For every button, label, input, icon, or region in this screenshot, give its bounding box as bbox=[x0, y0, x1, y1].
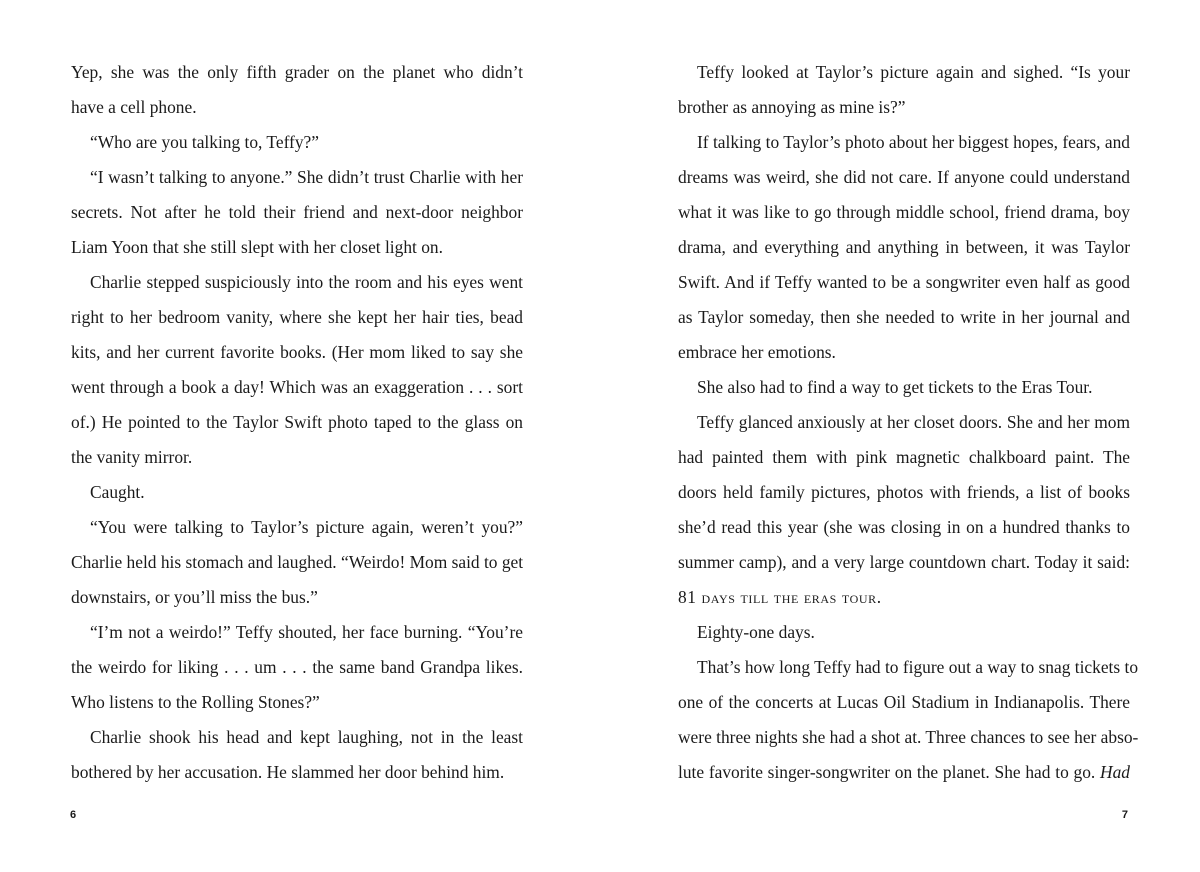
text-line: “I’m not a weirdo!” Teffy shouted, her face burning. “You’re bbox=[90, 622, 523, 642]
text-line: Eighty-one days. bbox=[697, 622, 815, 642]
text-line: the vanity mirror. bbox=[71, 447, 193, 467]
text-line: “Who are you talking to, Teffy?” bbox=[90, 132, 319, 152]
text-line: “I wasn’t talking to anyone.” She didn’t trust Charlie with her bbox=[90, 167, 523, 187]
text-line: embrace her emotions. bbox=[678, 342, 836, 362]
right-page bbox=[678, 55, 1139, 790]
text-line: Caught. bbox=[90, 482, 145, 502]
page-number-left: 6 bbox=[70, 809, 77, 821]
text-line: bothered by her accusation. He slammed her door behind him. bbox=[71, 762, 505, 782]
countdown-chart-text: 81 days till the eras tour. bbox=[678, 587, 882, 607]
text-line-with-emphasis bbox=[678, 755, 1130, 790]
text-line: Charlie held his stomach and laughed. “Weirdo! Mom said to get bbox=[71, 552, 524, 572]
text-line: she’d read this year (she was closing in on a hundred thanks to bbox=[678, 517, 1130, 537]
text-line: “You were talking to Taylor’s picture again, weren’t you?” bbox=[90, 517, 523, 537]
text-line: Teffy glanced anxiously at her closet doors. She and her mom bbox=[697, 412, 1130, 432]
text-line: as Taylor someday, then she needed to write in her journal and bbox=[678, 307, 1130, 327]
text-line: brother as annoying as mine is?” bbox=[678, 97, 906, 117]
text-line: of.) He pointed to the Taylor Swift photo taped to the glass on bbox=[71, 412, 523, 432]
text-line: Charlie stepped suspiciously into the room and his eyes went bbox=[90, 272, 523, 292]
text-line: She also had to find a way to get tickets to the Eras Tour. bbox=[697, 377, 1093, 397]
text-line: summer camp), and a very large countdown chart. Today it said: bbox=[678, 552, 1130, 572]
text-line: had painted them with pink magnetic chalkboard paint. The bbox=[678, 447, 1130, 467]
text-line: doors held family pictures, photos with friends, a list of books bbox=[678, 482, 1130, 502]
text-line: the weirdo for liking . . . um . . . the same band Grandpa likes. bbox=[71, 657, 523, 677]
text-line: what it was like to go through middle school, friend drama, boy bbox=[678, 202, 1130, 222]
text-line: kits, and her current favorite books. (Her mom liked to say she bbox=[71, 342, 523, 362]
text-line: dreams was weird, she did not care. If anyone could understand bbox=[678, 167, 1130, 187]
text-line: downstairs, or you’ll miss the bus.” bbox=[71, 587, 318, 607]
text-line: Teffy looked at Taylor’s picture again and sighed. “Is your bbox=[697, 62, 1130, 82]
text-line: went through a book a day! Which was an exaggeration . . . sort bbox=[71, 377, 523, 397]
text-line: have a cell phone. bbox=[71, 97, 197, 117]
text-line: drama, and everything and anything in between, it was Taylor bbox=[678, 237, 1130, 257]
text-segment: lute favorite singer-songwriter on the planet. She had to go. bbox=[678, 762, 1096, 782]
text-line: one of the concerts at Lucas Oil Stadium in Indianapolis. There bbox=[678, 692, 1130, 712]
text-line: secrets. Not after he told their friend and next-door neighbor bbox=[71, 202, 523, 222]
left-page bbox=[71, 55, 523, 790]
text-line: That’s how long Teffy had to figure out a way to snag tickets to bbox=[697, 657, 1139, 677]
text-line: Yep, she was the only fifth grader on the planet who didn’t bbox=[71, 62, 523, 82]
text-line: Charlie shook his head and kept laughing, not in the least bbox=[90, 727, 523, 747]
text-line: Swift. And if Teffy wanted to be a songwriter even half as good bbox=[678, 272, 1130, 292]
text-line: Liam Yoon that she still slept with her closet light on. bbox=[71, 237, 443, 257]
text-line: were three nights she had a shot at. Three chances to see her abso- bbox=[678, 727, 1139, 747]
page-number-right: 7 bbox=[1121, 809, 1128, 821]
text-line: Who listens to the Rolling Stones?” bbox=[71, 692, 320, 712]
text-line: right to her bedroom vanity, where she kept her hair ties, bead bbox=[71, 307, 523, 327]
italic-word: Had bbox=[1100, 762, 1130, 782]
text-line: If talking to Taylor’s photo about her biggest hopes, fears, and bbox=[697, 132, 1130, 152]
